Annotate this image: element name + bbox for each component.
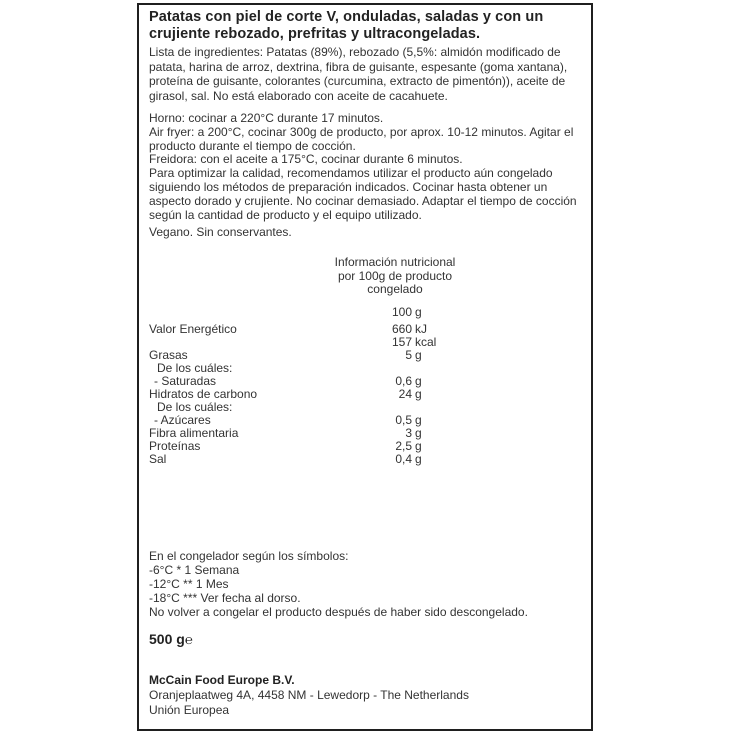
company-address: Oranjeplaatweg 4A, 4458 NM - Lewedorp - The Netherlands	[149, 687, 469, 702]
estimated-sign: ℮	[184, 631, 193, 647]
table-row-fibre: Fibra alimentaria 3 g	[149, 425, 422, 440]
storage-one-star: -6°C * 1 Semana	[149, 562, 240, 577]
storage-two-star: -12°C ** 1 Mes	[149, 576, 229, 591]
nutrition-header-line1: Información nutricional	[334, 255, 456, 270]
company-info	[149, 673, 581, 718]
table-row-carbohydrate: Hidratos de carbono 24 g	[149, 386, 422, 401]
dietary-claims: Vegano. Sin conservantes.	[149, 225, 292, 240]
nutrition-header-line3: congelado	[367, 282, 423, 297]
table-row-energy-kj: Valor Energético 660 kJ	[149, 321, 427, 336]
table-row-of-which-carbs: De los cuáles:	[157, 399, 233, 414]
storage-intro: En el congelador según los símbolos:	[149, 548, 349, 563]
storage-warning: No volver a congelar el producto después de haber sido descongelado.	[149, 604, 528, 619]
net-weight-value: 500 g	[149, 630, 185, 647]
air-fryer-instruction: Air fryer: a 200°C, cocinar 300g de producto, por aprox. 10-12 minutos. Agitar el producto durante el tiempo de cocción.	[149, 124, 574, 153]
nutrition-table	[149, 306, 581, 466]
deep-fryer-instruction: Freidora: con el aceite a 175°C, cocinar durante 6 minutos.	[149, 152, 463, 167]
ingredients-list: Lista de ingredientes: Patatas (89%), rebozado (5,5%: almidón modificado de patata, harina de arroz, dextrina, fibra de guisante, espesante (goma xantana), proteína de guisante, colorantes (curcumina, extracto de pimentón)), aceite de girasol, sal. No está elaborado con aceite de cacahuete.	[149, 45, 568, 103]
preparation-instructions	[149, 112, 581, 222]
table-row-protein: Proteínas 2,5 g	[149, 438, 422, 453]
table-row-salt: Sal 0,4 g	[149, 451, 422, 466]
label-box	[137, 3, 593, 731]
oven-instruction: Horno: cocinar a 220°C durante 17 minutos.	[149, 111, 384, 125]
table-row-sugars: - Azúcares 0,5 g	[154, 412, 422, 427]
nutrition-column-header: 100 g	[391, 304, 422, 319]
table-row-fat: Grasas 5 g	[149, 347, 422, 362]
net-weight	[149, 631, 581, 647]
nutrition-header	[270, 256, 520, 297]
company-name: McCain Food Europe B.V.	[149, 672, 295, 687]
table-row-saturates: - Saturadas 0,6 g	[154, 373, 422, 388]
table-row-of-which-fat: De los cuáles:	[157, 360, 233, 375]
company-region: Unión Europea	[149, 702, 230, 717]
table-row-energy-kcal: 157 kcal	[391, 334, 437, 349]
quality-note: Para optimizar la calidad, recomendamos utilizar el producto aún congelado siguiendo los métodos de preparación indicados. Cocinar hasta obtener un aspecto dorado y crujiente. No cocinar demasiado. Adaptar el tiempo de cocción según la cantidad de producto y el equipo utilizado.	[149, 166, 577, 222]
nutrition-header-line2: por 100g de producto	[337, 268, 453, 283]
product-title: Patatas con piel de corte V, onduladas, saladas y con un crujiente rebozado, prefritas y ultracongeladas.	[149, 9, 544, 42]
storage-instructions	[149, 549, 581, 619]
storage-three-star: -18°C *** Ver fecha al dorso.	[149, 590, 301, 605]
